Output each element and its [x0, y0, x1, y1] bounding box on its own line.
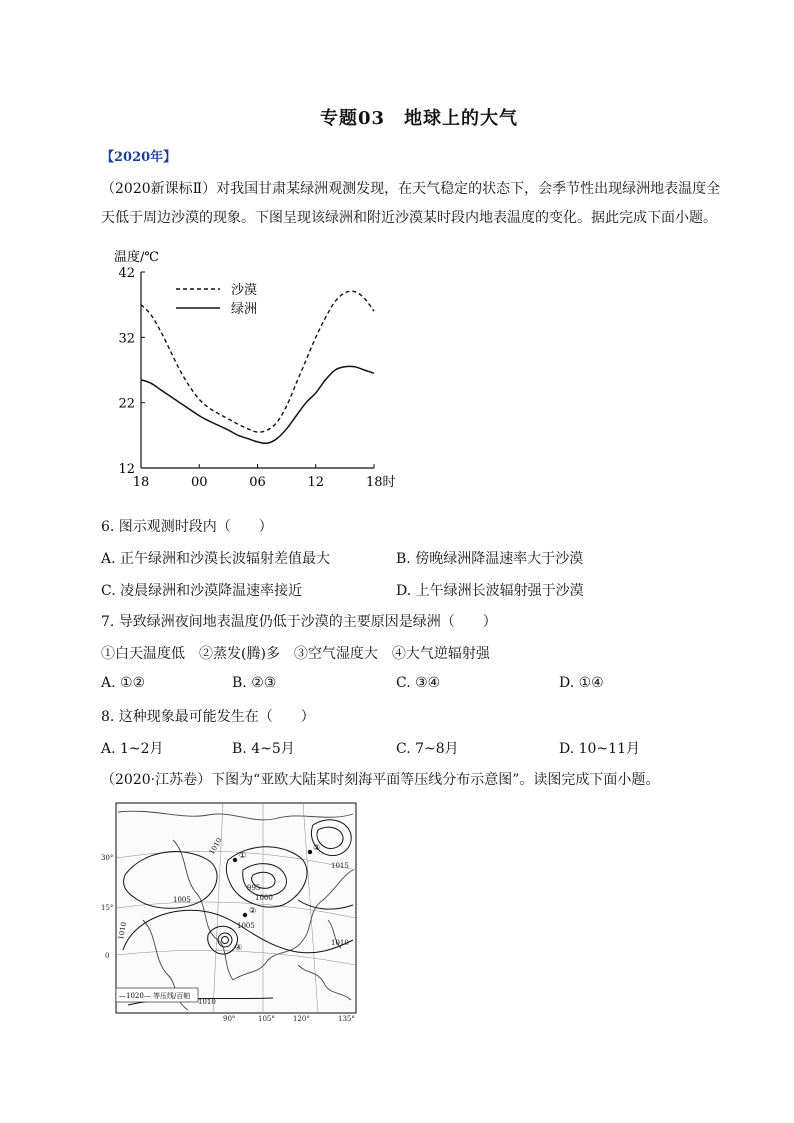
- q8-option-d: D. 10~11月: [559, 741, 640, 757]
- isobar-label: 1015: [331, 862, 349, 870]
- map-point-1: [233, 858, 237, 862]
- point-label-1: ①: [239, 851, 247, 860]
- q6-option-d: D. 上午绿洲长波辐射强于沙漠: [396, 583, 584, 599]
- lat-label-0: 0: [105, 952, 110, 960]
- point-label-4: ④: [235, 943, 243, 952]
- x-tick-label: 18: [132, 475, 150, 490]
- q8-option-b: B. 4~5月: [232, 741, 295, 757]
- isobar-label: 1010: [207, 836, 224, 856]
- legend-desert-label: 沙漠: [231, 283, 258, 298]
- year-tag: 【2020年】: [101, 150, 177, 165]
- q8-option-c: C. 7~8月: [396, 741, 459, 757]
- x-tick-label: 12: [307, 475, 325, 490]
- lat-label-30: 30°: [101, 854, 114, 862]
- intro1-line1: （2020新课标Ⅱ）对我国甘肃某绿洲观测发现，在天气稳定的状态下，会季节性出现绿洲地表温度全: [101, 181, 721, 197]
- isobar-map: [101, 800, 361, 1023]
- isobar-label: 995: [247, 884, 261, 892]
- page-title: 专题03 地球上的大气: [319, 108, 519, 129]
- series-line-desert: [141, 291, 374, 432]
- map-legend-text: —1020— 等压线/百帕: [119, 992, 191, 1000]
- q7-option-b: B. ②③: [232, 675, 277, 691]
- isobar-label: 1010: [198, 998, 216, 1006]
- q7-option-d: D. ①④: [559, 675, 604, 691]
- lon-label-120: 120°: [293, 1015, 310, 1023]
- lon-label-90: 90°: [223, 1015, 236, 1023]
- series-line-oasis: [141, 366, 374, 443]
- intro1-line2: 天低于周边沙漠的现象。下图呈现该绿洲和附近沙漠某时段内地表温度的变化。据此完成下面小题。: [101, 210, 717, 226]
- temperature-chart: [104, 244, 404, 494]
- q6-option-a: A. 正午绿洲和沙漠长波辐射差值最大: [101, 551, 331, 567]
- x-tick-label: 00: [190, 475, 208, 490]
- lat-label-15: 15°: [101, 904, 114, 912]
- y-tick-label: 12: [118, 462, 135, 477]
- y-tick-label: 22: [118, 396, 135, 412]
- q8-option-a: A. 1~2月: [101, 741, 164, 757]
- intro2-line1: （2020·江苏卷）下图为“亚欧大陆某时刻海平面等压线分布示意图”。读图完成下面小题。: [101, 772, 660, 788]
- q6-option-c: C. 凌晨绿洲和沙漠降温速率接近: [101, 583, 303, 599]
- lon-label-135: 135°: [338, 1015, 355, 1023]
- x-tick-label: 18时: [366, 475, 396, 490]
- legend-oasis-label: 绿洲: [231, 302, 258, 317]
- isobar-label: 1000: [255, 894, 273, 902]
- map-point-3: [308, 850, 312, 854]
- q7-option-a: A. ①②: [101, 675, 146, 691]
- q7-option-c: C. ③④: [396, 675, 441, 691]
- q6-option-b: B. 傍晚绿洲降温速率大于沙漠: [396, 551, 584, 567]
- isobar-label: 1010: [117, 921, 129, 941]
- map-point-2: [243, 913, 247, 917]
- q6-stem: 6. 图示观测时段内（ ）: [101, 519, 273, 535]
- q7-items: ①白天温度低 ②蒸发(腾)多 ③空气湿度大 ④大气逆辐射强: [101, 646, 490, 662]
- q8-stem: 8. 这种现象最可能发生在（ ）: [101, 709, 315, 725]
- isobar-label: 1005: [237, 922, 255, 930]
- y-tick-label: 42: [118, 266, 135, 281]
- lon-label-105: 105°: [258, 1015, 275, 1023]
- isobar-label: 1010: [331, 939, 349, 947]
- point-label-2: ②: [249, 906, 257, 915]
- q7-stem: 7. 导致绿洲夜间地表温度仍低于沙漠的主要原因是绿洲（ ）: [101, 614, 497, 630]
- point-label-3: ③: [313, 843, 321, 852]
- x-tick-label: 06: [249, 475, 266, 490]
- isobar-label: 1005: [173, 896, 191, 904]
- y-tick-label: 32: [118, 331, 135, 347]
- y-axis-label: 温度/℃: [114, 250, 159, 265]
